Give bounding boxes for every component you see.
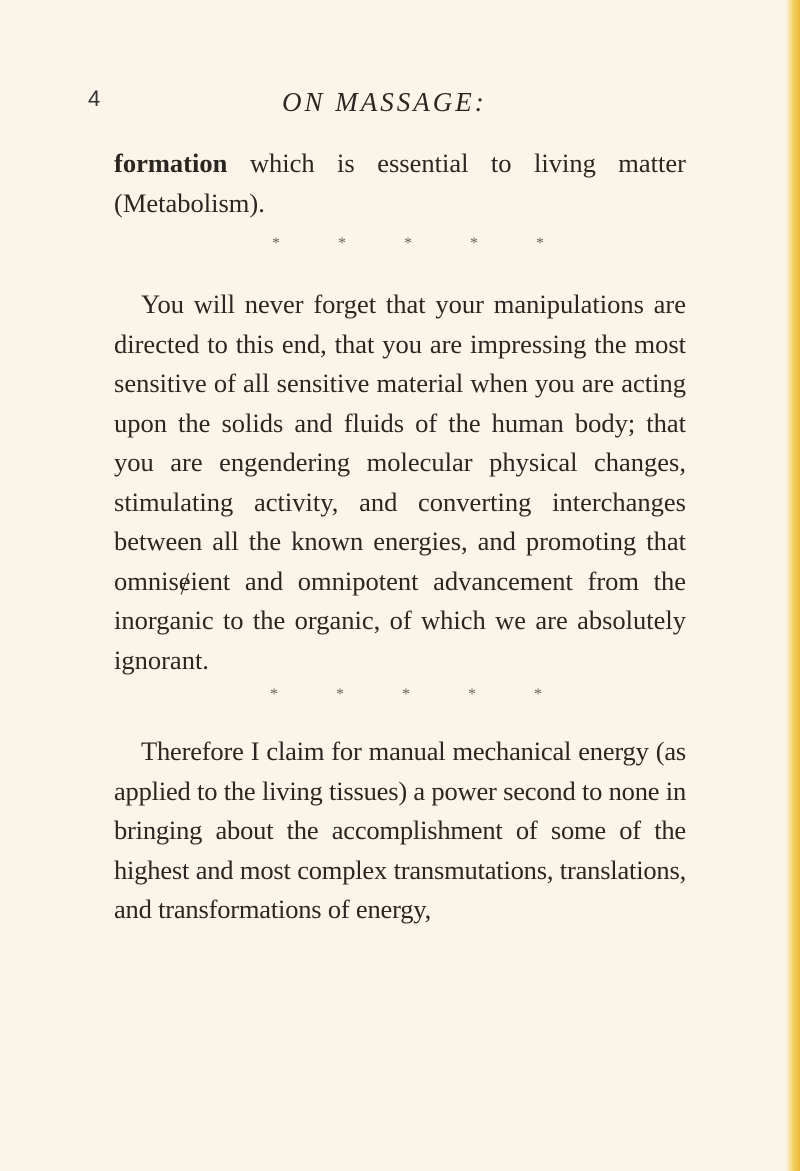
asterisk: *	[470, 235, 478, 252]
paragraph-1-rest: which is essential to living matter (Metabolism).	[114, 148, 686, 218]
page-number: 4	[88, 86, 101, 111]
paragraph-3: Therefore I claim for manual mechanical energy (as applied to the living tissues) a power second to none in bringing about the accomplishment of some of the highest and most complex transmutations, translations, and transformations of energy,	[114, 736, 686, 924]
asterism-divider-2	[6, 686, 800, 704]
asterisk: *	[270, 686, 278, 703]
paragraph-1-lead: formation	[114, 148, 228, 178]
asterisk: *	[534, 686, 542, 703]
page-edge	[786, 0, 800, 1171]
asterisk: *	[272, 235, 280, 252]
asterism-divider-1	[8, 235, 800, 253]
paragraph-2: You will never forget that your manipulations are directed to this end, that you are impressing the most sensitive of all sensitive material when you are acting upon the solids and fluids of the human body; that you are engendering molecular physical changes, stimulating activity, and converting interchanges between all the known energies, and promoting that omnisɇient and omnipotent advancement from the inorganic to the organic, of which we are absolutely ignorant.	[114, 289, 686, 675]
asterisk: *	[468, 686, 476, 703]
paragraph-1	[114, 144, 686, 223]
asterisk: *	[336, 686, 344, 703]
running-head: ON MASSAGE:	[282, 87, 487, 117]
asterisk: *	[402, 686, 410, 703]
asterisk: *	[338, 235, 346, 252]
asterisk: *	[404, 235, 412, 252]
asterisk: *	[536, 235, 544, 252]
